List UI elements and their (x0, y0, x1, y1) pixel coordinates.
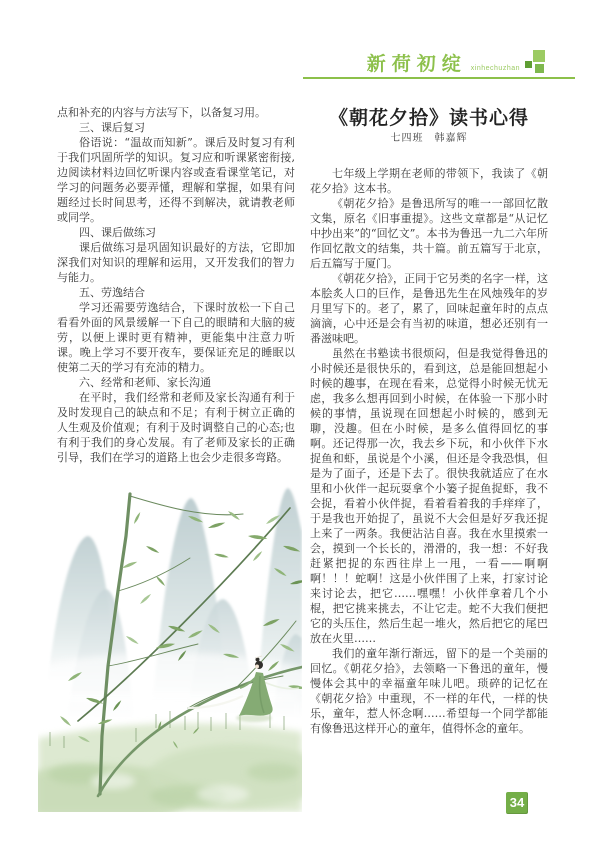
illustration-bamboo-landscape (38, 476, 302, 812)
article-title: 《朝花夕拾》读书心得 (328, 107, 529, 129)
paragraph: 学习还需要劳逸结合，下课时放松一下自己看看外面的风景缓解一下自己的眼睛和大脑的疲劳，以便上课时更有精神，更能集中注意力听课。晚上学习不要开夜车，要保证充足的睡眠以使第二天的学习有充沛的精力。 (57, 301, 295, 374)
article-paragraph: 《朝花夕拾》是鲁迅所写的唯一一部回忆散文集，原名《旧事重提》。这些文章都是“从记忆中抄出来”的“回忆文”。本书为鲁迅一九二六年所作回忆散文的结集，共十篇。前五篇写于北京，后五篇写于厦门。 (310, 197, 548, 270)
page-number-badge: 34 (506, 792, 528, 814)
header-rule (303, 77, 575, 79)
ground (38, 723, 302, 812)
article-byline: 七四班 韩嘉辉 (390, 133, 468, 144)
brand-logo-icon (524, 50, 548, 76)
section-heading: 五、劳逸结合 (79, 286, 145, 299)
section-heading: 四、课后做练习 (79, 226, 156, 239)
paragraph: 在平时，我们经常和老师及家长沟通有利于及时发现自己的缺点和不足；有利于树立正确的人生观及价值观；有利于及时调整自己的心态;也有利于我们的身心发展。有了老师及家长的正确引导，我们在学习的道路上也会少走很多弯路。 (57, 391, 295, 464)
article-paragraph: 虽然在书塾读书很烦闷，但是我觉得鲁迅的小时候还是很快乐的，看到这，总是能回想起小时候的趣事，在现在看来，总觉得小时候无忧无虑，我多么想再回到小时候，在体验一下那小时候的事情，虽说现在回想起小时候的，感到无聊，没趣。但在小时候，是多么值得回忆的事啊。还记得那一次，我去乡下玩，和小伙伴下水捉鱼和虾，虽说是个小溪，但还是令我恐惧，但是为了面子，还是下去了。很快我就适应了在水里和小伙伴一起玩耍拿个小篓子捉鱼捉虾，我不会捉，看着小伙伴捉，看着看着我的手痒痒了，于是我也开始捉了，虽说不大会但是好歹我还捉上来了一两条。我便沾沾自喜。我在水里摸索一会，摸到一个长长的，滑滑的，我一想：不好我赶紧把捉的东西往岸上一甩，一看——啊啊啊！！！蛇啊！这是小伙伴围了上来，打家讨论来讨论去，把它……嘿嘿！小伙伴拿着几个小棍，把它挑来挑去，不让它走。蛇不大我们便把它的头压住，然后生起一堆火，然后把它的尾巴放在火里…… (310, 347, 548, 645)
paragraph: 俗语说：“温故而知新”。课后及时复习有利于我们巩固所学的知识。复习应和听课紧密衔接,边阅读材料边回忆听课内容或查看课堂笔记，对学习的问题务必要弄懂，理解和掌握，如果有问题经过长时间思考，还得不到解决，就请教老师或同学。 (57, 136, 295, 224)
article-column (310, 104, 548, 736)
paragraph: 课后做练习是巩固知识最好的方法，它即加深我们对知识的理解和运用，又开发我们的智力与能力。 (57, 241, 295, 284)
article-body (310, 166, 548, 736)
brand-subtitle: xinhechuzhan (470, 65, 520, 72)
section-heading: 三、课后复习 (79, 121, 145, 134)
section-heading: 六、经常和老师、家长沟通 (79, 376, 211, 389)
paragraph: 点和补充的内容与方法写下，以备复习用。 (57, 106, 266, 119)
page-header (367, 50, 548, 76)
brand-title: 新荷初绽 (366, 54, 467, 75)
article-paragraph: 《朝花夕拾》，正同于它另类的名字一样，这本脍炙人口的巨作，是鲁迅先生在风烛残年的岁月里写下的。老了，累了，回味起童年时的点点滴滴，心中还是会有当初的味道，想必还别有一番滋味吧。 (310, 272, 548, 345)
left-column (57, 105, 295, 465)
article-paragraph: 我们的童年渐行渐远，留下的是一个美丽的回忆。《朝花夕拾》，去领略一下鲁迅的童年，慢慢体会其中的幸福童年味儿吧。琐碎的记忆在《朝花夕拾》中重现，不一样的年代，一样的快乐，童年，惹人怀念啊……希望每一个同学都能有像鲁迅这样开心的童年，值得怀念的童年。 (310, 647, 548, 735)
article-paragraph: 七年级上学期在老师的带领下，我读了《朝花夕拾》这本书。 (310, 167, 548, 195)
